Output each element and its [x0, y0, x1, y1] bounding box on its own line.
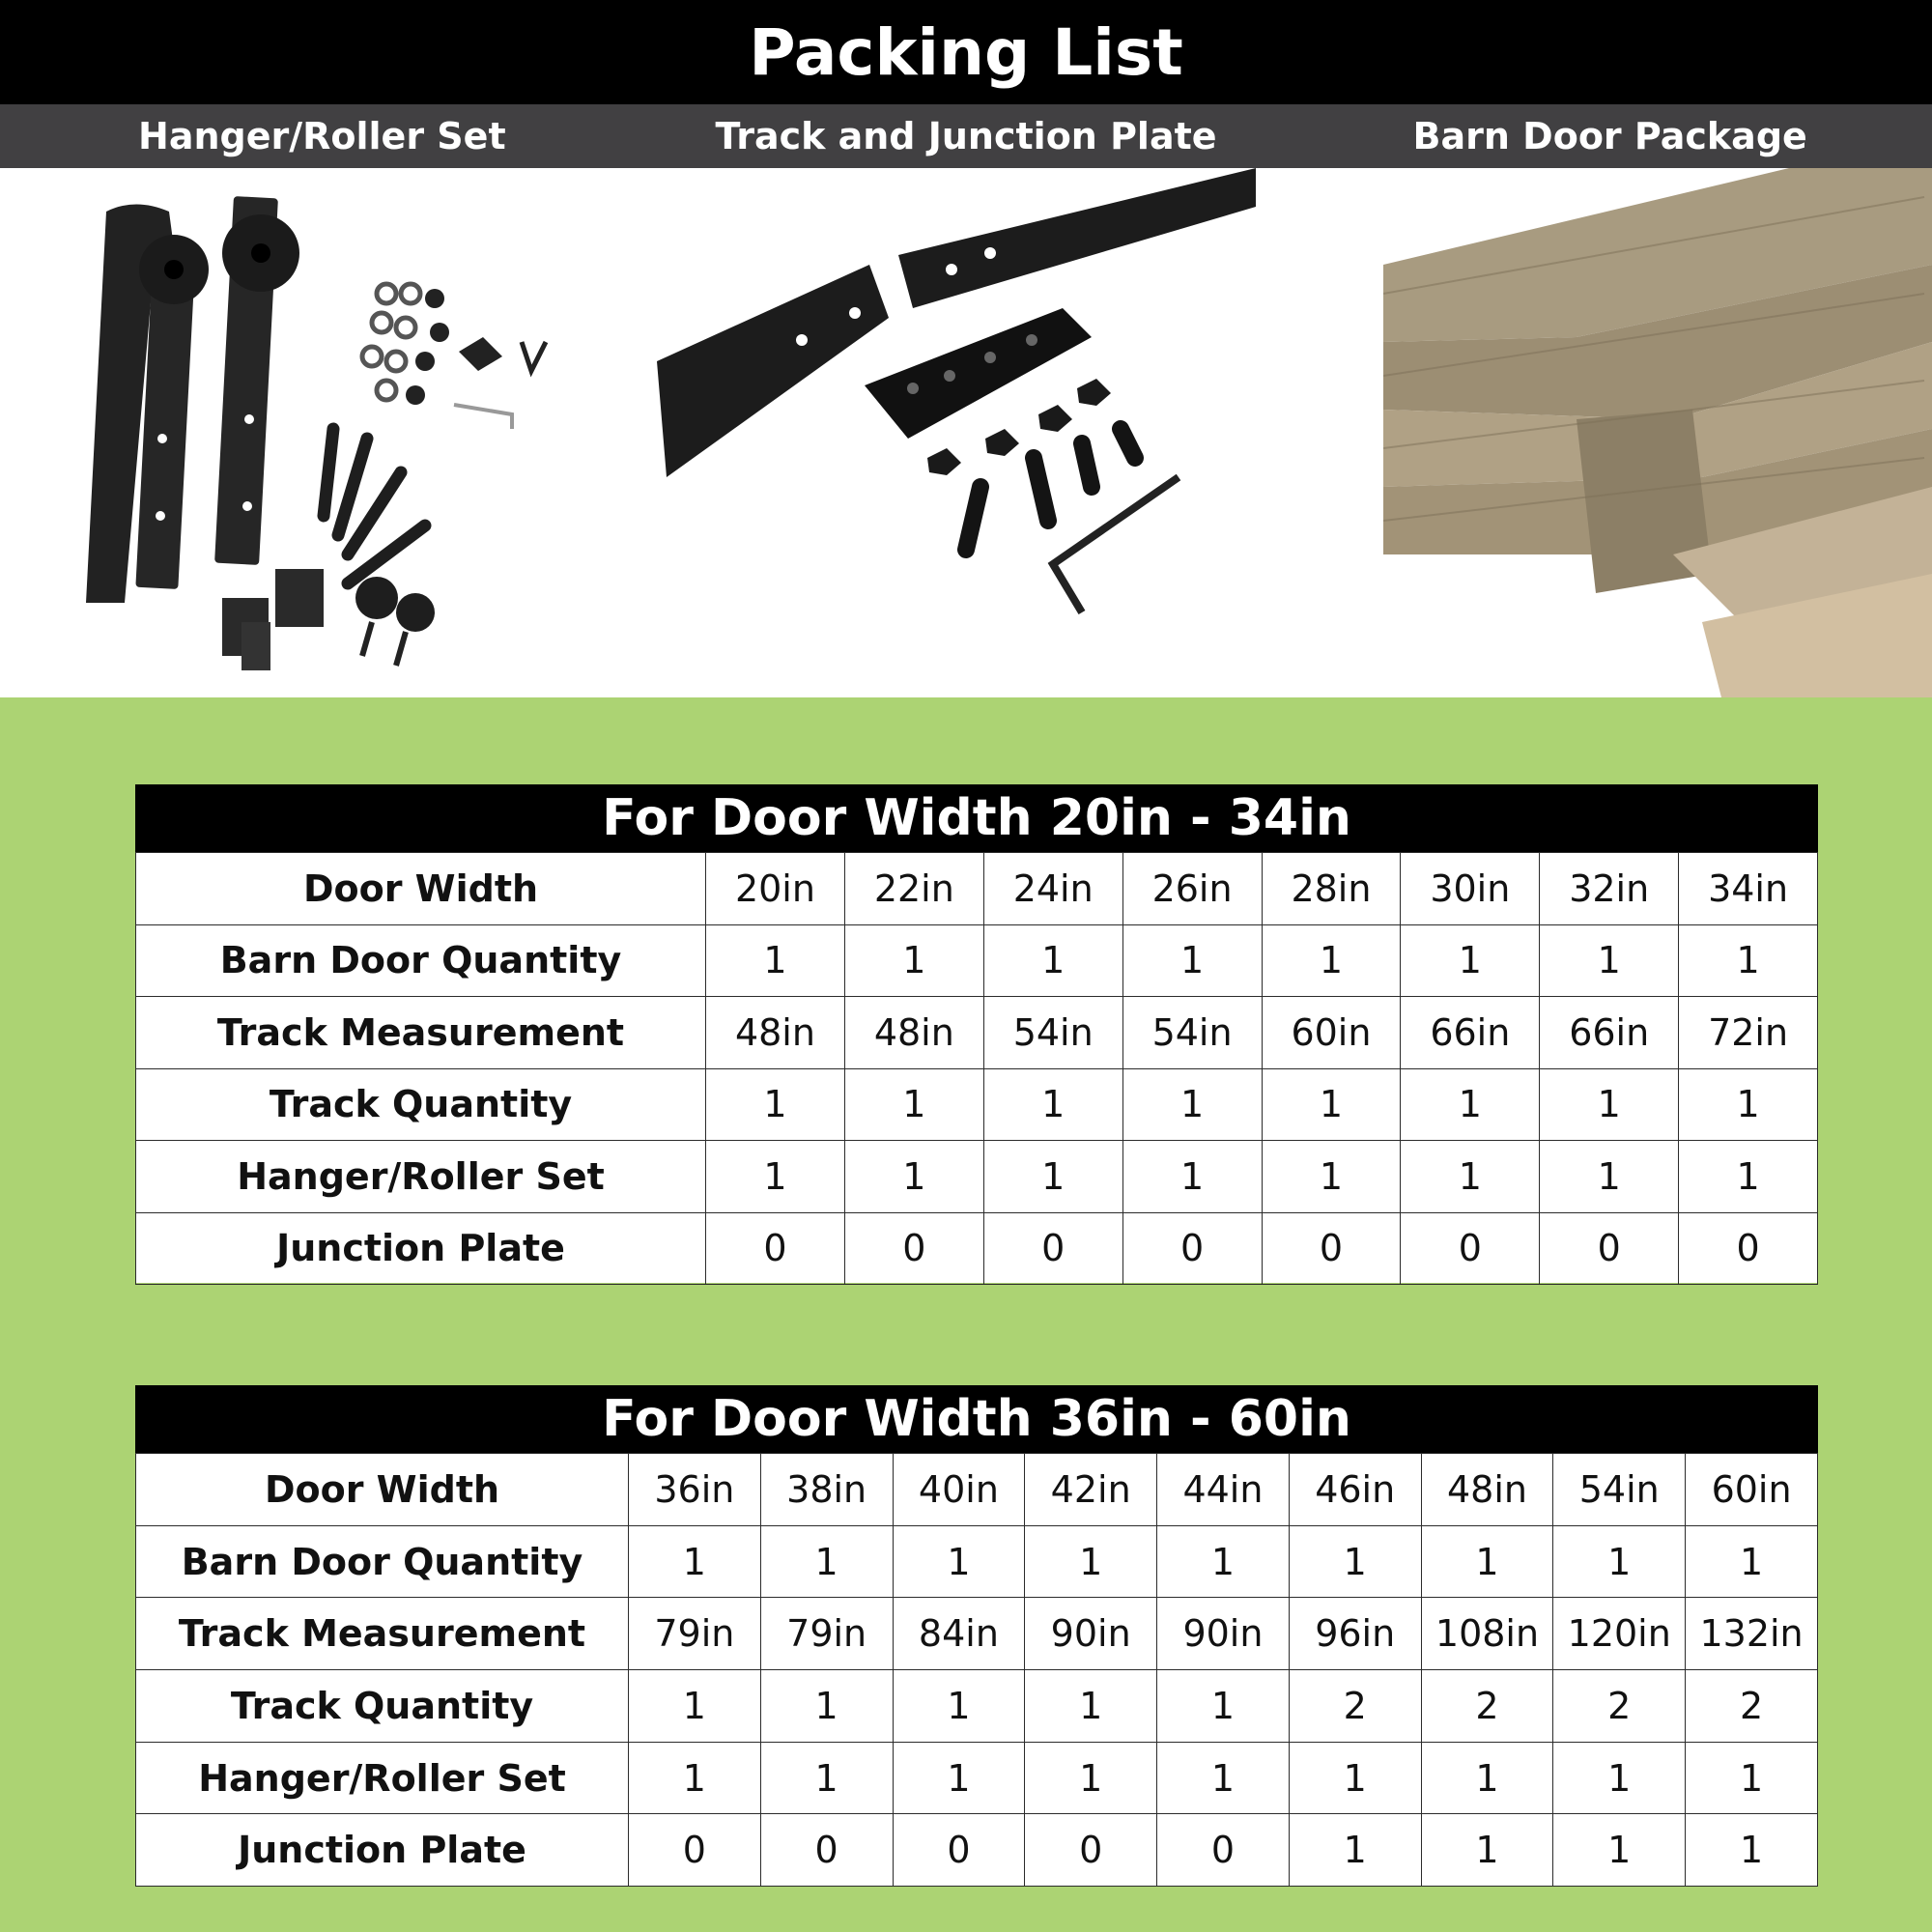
- table-cell: 1: [1686, 1814, 1818, 1887]
- table-cell: 44in: [1157, 1454, 1290, 1526]
- track-junction-plate-image: [657, 168, 1383, 697]
- table-cell: 0: [760, 1814, 893, 1887]
- table-cell: 54in: [1553, 1454, 1686, 1526]
- row-label: Hanger/Roller Set: [136, 1742, 629, 1814]
- table-row: [136, 1742, 1818, 1814]
- table-cell: 1: [1157, 1670, 1290, 1743]
- section-header-bar: [0, 104, 1932, 168]
- table-cell: 54in: [983, 997, 1122, 1069]
- table-cell: 1: [1289, 1742, 1421, 1814]
- table-cell: 1: [1540, 1068, 1679, 1141]
- row-label: Barn Door Quantity: [136, 924, 706, 997]
- table-cell: 42in: [1025, 1454, 1157, 1526]
- table-title: For Door Width 36in - 60in: [135, 1385, 1818, 1453]
- row-label: Door Width: [136, 1454, 629, 1526]
- table-row: [136, 997, 1818, 1069]
- table-cell: 28in: [1262, 853, 1401, 925]
- table-cell: 1: [844, 1141, 983, 1213]
- table-cell: 38in: [760, 1454, 893, 1526]
- section-label-track: Track and Junction Plate: [715, 115, 1217, 157]
- table-cell: 0: [1401, 1212, 1540, 1285]
- table-cell: 72in: [1679, 997, 1818, 1069]
- table-cell: 1: [1421, 1814, 1553, 1887]
- row-label: Junction Plate: [136, 1814, 629, 1887]
- table-cell: 1: [1025, 1670, 1157, 1743]
- table-row: [136, 1598, 1818, 1670]
- table-cell: 96in: [1289, 1598, 1421, 1670]
- table-cell: 1: [1679, 1141, 1818, 1213]
- table-cell: 120in: [1553, 1598, 1686, 1670]
- packing-table-large-doors: [135, 1385, 1818, 1886]
- table-row: [136, 1212, 1818, 1285]
- table-cell: 0: [1540, 1212, 1679, 1285]
- table-title: For Door Width 20in - 34in: [135, 784, 1818, 852]
- table-cell: 1: [1553, 1742, 1686, 1814]
- row-label: Barn Door Quantity: [136, 1525, 629, 1598]
- row-label: Hanger/Roller Set: [136, 1141, 706, 1213]
- table-cell: 2: [1421, 1670, 1553, 1743]
- table-cell: 1: [844, 924, 983, 997]
- table-cell: 1: [1679, 924, 1818, 997]
- table-row: [136, 853, 1818, 925]
- row-label: Door Width: [136, 853, 706, 925]
- row-label: Track Measurement: [136, 997, 706, 1069]
- table-cell: 1: [983, 1068, 1122, 1141]
- table-cell: 1: [1401, 924, 1540, 997]
- row-label: Junction Plate: [136, 1212, 706, 1285]
- table-cell: 1: [629, 1670, 761, 1743]
- table-cell: 90in: [1157, 1598, 1290, 1670]
- table-cell: 1: [1157, 1742, 1290, 1814]
- table-cell: 2: [1686, 1670, 1818, 1743]
- table-cell: 1: [1122, 924, 1262, 997]
- table-cell: 1: [760, 1525, 893, 1598]
- table-cell: 66in: [1401, 997, 1540, 1069]
- table-cell: 20in: [706, 853, 845, 925]
- section-label-hanger: Hanger/Roller Set: [138, 115, 506, 157]
- table-cell: 1: [706, 1141, 845, 1213]
- table-cell: 24in: [983, 853, 1122, 925]
- barn-door-package-image: [1383, 168, 1932, 697]
- table-cell: 1: [1122, 1068, 1262, 1141]
- table-cell: 40in: [893, 1454, 1025, 1526]
- table-cell: 60in: [1262, 997, 1401, 1069]
- table-cell: 22in: [844, 853, 983, 925]
- table-cell: 66in: [1540, 997, 1679, 1069]
- table-cell: 1: [1401, 1141, 1540, 1213]
- table-cell: 1: [1262, 1068, 1401, 1141]
- table-cell: 36in: [629, 1454, 761, 1526]
- table-cell: 1: [706, 1068, 845, 1141]
- table-row: [136, 1670, 1818, 1743]
- section-label-barn-door: Barn Door Package: [1412, 115, 1807, 157]
- table-cell: 0: [1679, 1212, 1818, 1285]
- page-title: Packing List: [0, 0, 1932, 104]
- table-row: [136, 1141, 1818, 1213]
- table-cell: 1: [1289, 1814, 1421, 1887]
- table-cell: 1: [1540, 1141, 1679, 1213]
- table-cell: 0: [893, 1814, 1025, 1887]
- table-cell: 30in: [1401, 853, 1540, 925]
- table-cell: 1: [1421, 1525, 1553, 1598]
- table-cell: 0: [1157, 1814, 1290, 1887]
- table-cell: 48in: [706, 997, 845, 1069]
- table-cell: 54in: [1122, 997, 1262, 1069]
- table-cell: 0: [1025, 1814, 1157, 1887]
- table-cell: 26in: [1122, 853, 1262, 925]
- table-cell: 1: [1553, 1814, 1686, 1887]
- packing-table: [135, 852, 1818, 1285]
- table-cell: 34in: [1679, 853, 1818, 925]
- table-cell: 1: [629, 1525, 761, 1598]
- packing-table: [135, 1453, 1818, 1887]
- table-row: [136, 1068, 1818, 1141]
- table-cell: 90in: [1025, 1598, 1157, 1670]
- table-cell: 1: [760, 1742, 893, 1814]
- table-cell: 0: [983, 1212, 1122, 1285]
- table-row: [136, 1814, 1818, 1887]
- table-cell: 108in: [1421, 1598, 1553, 1670]
- table-cell: 1: [893, 1525, 1025, 1598]
- row-label: Track Quantity: [136, 1670, 629, 1743]
- row-label: Track Measurement: [136, 1598, 629, 1670]
- table-cell: 48in: [1421, 1454, 1553, 1526]
- table-cell: 60in: [1686, 1454, 1818, 1526]
- table-cell: 1: [1540, 924, 1679, 997]
- table-cell: 1: [1686, 1525, 1818, 1598]
- table-cell: 1: [1262, 924, 1401, 997]
- table-cell: 1: [1401, 1068, 1540, 1141]
- table-cell: 1: [1122, 1141, 1262, 1213]
- table-cell: 1: [1686, 1742, 1818, 1814]
- table-row: [136, 1525, 1818, 1598]
- table-cell: 1: [1553, 1525, 1686, 1598]
- table-cell: 0: [629, 1814, 761, 1887]
- table-cell: 2: [1289, 1670, 1421, 1743]
- table-cell: 1: [1679, 1068, 1818, 1141]
- table-cell: 1: [629, 1742, 761, 1814]
- table-cell: 1: [844, 1068, 983, 1141]
- table-cell: 1: [1157, 1525, 1290, 1598]
- table-cell: 1: [983, 1141, 1122, 1213]
- table-cell: 0: [1262, 1212, 1401, 1285]
- table-cell: 1: [1289, 1525, 1421, 1598]
- hanger-roller-set-image: [0, 168, 657, 697]
- table-cell: 0: [844, 1212, 983, 1285]
- table-cell: 1: [1025, 1525, 1157, 1598]
- table-cell: 1: [1025, 1742, 1157, 1814]
- table-cell: 1: [706, 924, 845, 997]
- table-cell: 132in: [1686, 1598, 1818, 1670]
- table-cell: 1: [983, 924, 1122, 997]
- table-cell: 1: [1262, 1141, 1401, 1213]
- table-cell: 0: [1122, 1212, 1262, 1285]
- table-cell: 32in: [1540, 853, 1679, 925]
- table-cell: 84in: [893, 1598, 1025, 1670]
- table-row: [136, 1454, 1818, 1526]
- table-cell: 46in: [1289, 1454, 1421, 1526]
- packing-table-small-doors: [135, 784, 1818, 1283]
- table-cell: 1: [893, 1742, 1025, 1814]
- table-cell: 1: [760, 1670, 893, 1743]
- table-cell: 79in: [760, 1598, 893, 1670]
- table-cell: 0: [706, 1212, 845, 1285]
- table-cell: 1: [893, 1670, 1025, 1743]
- table-cell: 1: [1421, 1742, 1553, 1814]
- row-label: Track Quantity: [136, 1068, 706, 1141]
- table-row: [136, 924, 1818, 997]
- table-cell: 79in: [629, 1598, 761, 1670]
- table-cell: 48in: [844, 997, 983, 1069]
- table-cell: 2: [1553, 1670, 1686, 1743]
- product-photos: [0, 168, 1932, 697]
